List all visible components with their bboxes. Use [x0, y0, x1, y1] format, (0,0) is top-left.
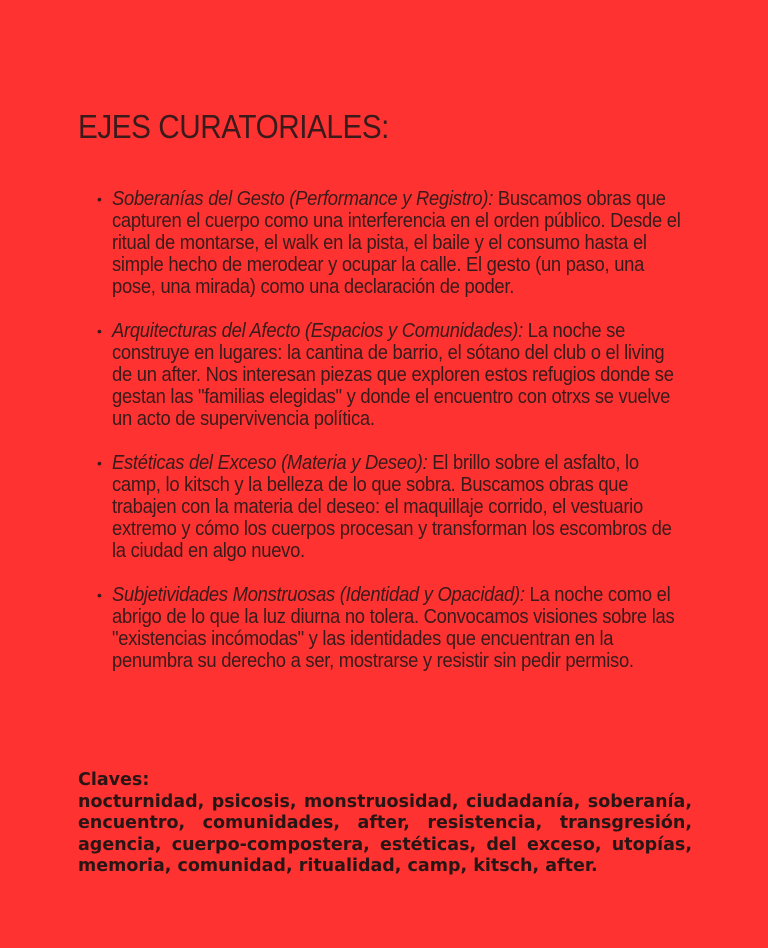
item-body: El brillo sobre el asfalto, lo camp, lo kitsch y la belleza de lo que sobra. Buscamos obras que trabajen con la materia del deseo: el maquillaje corrido, el vestuario extremo y cómo los cuerpos procesan y transforman los escombros de la ciudad en algo nuevo. [112, 452, 672, 562]
keywords-label: Claves: [78, 770, 150, 790]
item-body: La noche se construye en lugares: la cantina de barrio, el sótano del club o el living de un after. Nos interesan piezas que exploren estos refugios donde se gestan las "familias elegidas" y donde el encuentro con otrxs se vuelve un acto de supervivencia política. [112, 320, 674, 430]
bullet-icon: • [97, 587, 102, 603]
bullet-icon: • [97, 455, 102, 471]
item-heading: Arquitecturas del Afecto (Espacios y Comunidades): [112, 320, 523, 342]
bullet-icon: • [97, 323, 102, 339]
list-item [97, 188, 712, 298]
item-body: La noche como el abrigo de lo que la luz diurna no tolera. Convocamos visiones sobre las "existencias incómodas" y las identidades que encuentran en la penumbra su derecho a ser, mostrarse y resistir sin pedir permiso. [112, 584, 675, 672]
item-heading: Subjetividades Monstruosas (Identidad y Opacidad): [112, 584, 525, 606]
list-item [97, 584, 712, 672]
keywords-block [78, 770, 692, 878]
list-item [97, 452, 712, 562]
keywords-list: nocturnidad, psicosis, monstruosidad, ciudadanía, soberanía, encuentro, comunidades, after, resistencia, transgresión, agencia, cuerpo-compostera, estéticas, del exceso, utopías, memoria, comunidad, ritualidad, camp, kitsch, after. [78, 791, 692, 876]
item-heading: Soberanías del Gesto (Performance y Registro): [112, 188, 494, 210]
item-body: Buscamos obras que capturen el cuerpo como una interferencia en el orden público. Desde el ritual de montarse, el walk en la pista, el baile y el consumo hasta el simple hecho de merodear y ocupar la calle. El gesto (un paso, una pose, una mirada) como una declaración de poder. [112, 188, 681, 298]
item-heading: Estéticas del Exceso (Materia y Deseo): [112, 452, 428, 474]
list-item [97, 320, 712, 430]
page-title: EJES CURATORIALES: [78, 108, 389, 145]
curatorial-axes-list [97, 188, 712, 694]
bullet-icon: • [97, 191, 102, 207]
